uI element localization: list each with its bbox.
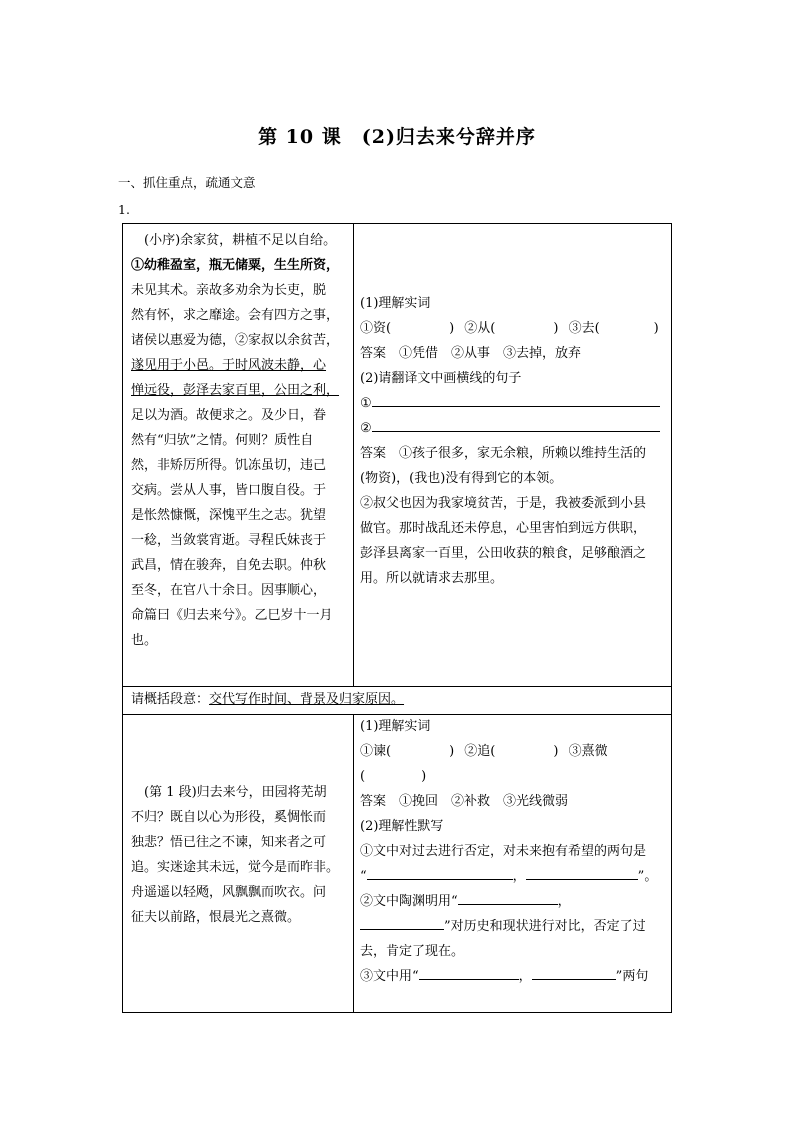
exercise-panel-preface xyxy=(360,291,668,591)
answer-text: ②叔父也因为我家境贫苦，于是，我被委派到小县 xyxy=(360,496,647,511)
recitation-item-2-end: 去，肯定了现在。 xyxy=(360,944,465,959)
passage-line: 然，非矫厉所得。饥冻虽切，违己 xyxy=(131,458,327,473)
question-title: (1)理解实词 xyxy=(360,719,431,734)
blank-line[interactable] xyxy=(360,915,444,930)
section-heading: 一、抓住重点，疏通文意 xyxy=(118,175,256,190)
passage-line-underlined: 遂见用于小邑。于时风波未静，心 xyxy=(131,358,327,373)
summary-label: 请概括段意： xyxy=(131,692,210,707)
passage-line: 舟遥遥以轻飏，风飘飘而吹衣。问 xyxy=(131,885,327,900)
passage-line: (第 1 段)归去来兮，田园将芜胡 xyxy=(131,785,327,800)
passage-line: 未见其术。亲故多劝余为长吏，脱 xyxy=(131,283,327,298)
passage-paragraph-1 xyxy=(131,780,349,930)
blank-line[interactable] xyxy=(532,965,616,980)
vocab-item-label: ②从( xyxy=(464,321,496,336)
passage-line-underlined: 惮远役，彭泽去家百里，公田之利， xyxy=(131,383,340,398)
translation-blank[interactable]: ① xyxy=(360,391,668,416)
vocab-item-label: ③去( xyxy=(568,321,600,336)
passage-line: 也。 xyxy=(131,633,158,648)
question-title: (2)理解性默写 xyxy=(360,819,444,834)
answer-text: 用。所以就请求去那里。 xyxy=(360,571,504,586)
passage-line: 独悲？悟已往之不谏，知来者之可 xyxy=(131,835,327,850)
blank-line[interactable] xyxy=(372,417,660,432)
passage-line: 然有“归欤”之情。何则？质性自 xyxy=(131,433,314,448)
vocab-question xyxy=(360,316,668,341)
passage-line: 足以为酒。故便求之。及少日，眷 xyxy=(131,408,327,423)
passage-line: 交病。尝从人事，皆口腹自役。于 xyxy=(131,483,327,498)
blank-line[interactable] xyxy=(372,392,660,407)
passage-line: 诸侯以惠爱为德，②家叔以余贫苦， xyxy=(131,333,340,348)
vocab-item-close: ) xyxy=(553,321,559,336)
recitation-item-2: ②文中陶渊明用“ ， xyxy=(360,889,668,914)
question-title: (2)请翻译文中画横线的句子 xyxy=(360,371,522,386)
vocab-item-label: ①资( xyxy=(360,321,392,336)
vocab-item-close: ) xyxy=(449,321,455,336)
passage-line: 一稔，当敛裳宵逝。寻程氏妹丧于 xyxy=(131,533,327,548)
vocab-item-close: ) xyxy=(653,321,659,336)
passage-line: 追。实迷途其未远，觉今是而昨非。 xyxy=(131,860,340,875)
blank-line[interactable] xyxy=(458,890,558,905)
passage-line: 然有怀，求之靡途。会有四方之事， xyxy=(131,308,340,323)
summary-answer: 交代写作时间、背景及归家原因。 xyxy=(209,692,405,707)
blank-line[interactable] xyxy=(419,965,519,980)
blank-line[interactable] xyxy=(526,865,638,880)
passage-line: 武昌，情在骏奔，自免去职。仲秋 xyxy=(131,558,327,573)
passage-line: 命篇曰《归去来兮》。乙巳岁十一月 xyxy=(131,608,333,623)
column-divider-bottom xyxy=(353,714,354,1012)
answer-text: 答案 ①孩子很多，家无余粮，所赖以维持生活的 xyxy=(360,446,647,461)
exercise-panel-paragraph-1 xyxy=(360,714,668,989)
page-title: 第 10 课 (2)归去来兮辞并序 xyxy=(258,126,536,148)
passage-line: 不归？既自以心为形役，奚惆怅而 xyxy=(131,810,327,825)
passage-preface xyxy=(131,228,349,653)
question-number: 1. xyxy=(118,202,130,217)
passage-line: (小序)余家贫，耕植不足以自给。 xyxy=(131,233,337,248)
answer-text: 答案 ①挽回 ②补救 ③光线微弱 xyxy=(360,794,569,809)
passage-line: 至冬，在官八十余日。因事顺心， xyxy=(131,583,327,598)
recitation-item-1-blanks: “ ， ”。 xyxy=(360,864,668,889)
translation-blank[interactable]: ② xyxy=(360,416,668,441)
answer-text: 答案 ①凭借 ②从事 ③去掉，放弃 xyxy=(360,346,582,361)
passage-line: ①幼稚盈室，瓶无储粟，生生所资， xyxy=(131,258,340,273)
column-divider-top xyxy=(353,224,354,686)
passage-line: 征夫以前路，恨晨光之熹微。 xyxy=(131,910,301,925)
summary-row xyxy=(131,687,661,712)
passage-line: 是怅然慷慨，深愧平生之志。犹望 xyxy=(131,508,327,523)
exercise-table xyxy=(122,223,672,1013)
recitation-item-1: ①文中对过去进行否定，对未来抱有希望的两句是 xyxy=(360,844,647,859)
answer-text: (物资)，(我也)没有得到它的本领。 xyxy=(360,471,563,486)
vocab-question: ①谏( ) ②追( ) ③熹微 xyxy=(360,744,608,759)
answer-text: 彭泽县离家一百里，公田收获的粮食，足够酿酒之 xyxy=(360,546,647,561)
recitation-item-2-cont: ”对历史和现状进行对比，否定了过 xyxy=(360,914,668,939)
question-title: (1)理解实词 xyxy=(360,296,431,311)
vocab-question-cont: ( ) xyxy=(360,769,427,784)
blank-line[interactable] xyxy=(367,865,513,880)
recitation-item-3: ③文中用“ ， ”两句 xyxy=(360,964,668,989)
answer-text: 做官。那时战乱还未停息，心里害怕到远方供职， xyxy=(360,521,647,536)
